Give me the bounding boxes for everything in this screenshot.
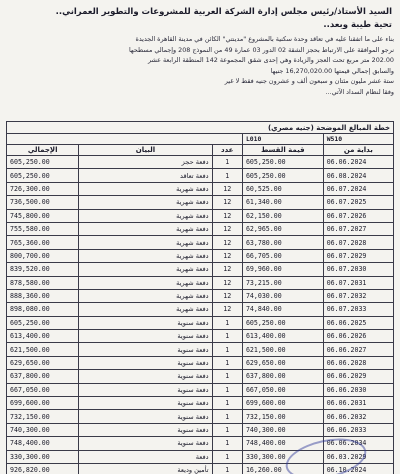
table-row — [7, 263, 394, 276]
cell-count: 1 — [212, 330, 242, 343]
cell-installment: 74,030.00 — [242, 289, 323, 302]
cell-description: دفعة سنوية — [79, 410, 212, 423]
cell-count: 1 — [212, 156, 242, 169]
cell-installment: 69,960.00 — [242, 263, 323, 276]
cell-count: 12 — [212, 303, 242, 316]
table-row — [7, 169, 394, 182]
table-title: خطة المبالغ الموضحة (جنيه مصري) — [7, 122, 394, 134]
table-row — [7, 182, 394, 195]
cell-total: 699,600.00 — [7, 397, 79, 410]
cell-description: دفعة شهرية — [79, 209, 212, 222]
unit-code: L010 — [242, 134, 323, 145]
cell-total: 330,300.00 — [7, 450, 79, 463]
header-start-date: بداية من — [323, 145, 393, 156]
cell-start-date: 06.06.2032 — [323, 410, 393, 423]
cell-description: دفعة شهرية — [79, 196, 212, 209]
cell-installment: 740,300.00 — [242, 423, 323, 436]
addressee-line: السيد الأستاذ/رئيس مجلس إدارة الشركة العربية للمشروعات والتطوير العمراني.. — [55, 7, 392, 17]
table-row — [7, 383, 394, 396]
cell-start-date: 06.07.2032 — [323, 289, 393, 302]
cell-total: 613,400.00 — [7, 330, 79, 343]
unit-codes-spacer — [7, 134, 243, 145]
cell-start-date: 06.06.2025 — [323, 316, 393, 329]
cell-total: 637,800.00 — [7, 370, 79, 383]
cell-description: دفعة سنوية — [79, 343, 212, 356]
cell-start-date: 06.06.2026 — [323, 330, 393, 343]
cell-count: 1 — [212, 316, 242, 329]
cell-total: 726,300.00 — [7, 182, 79, 195]
body-line: نرجو الموافقة على الارتباط بحجز الشقة 02 الدور 03 عمارة 49 من النموذج 208 وإجمالي مسطحها — [128, 45, 394, 54]
cell-count: 1 — [212, 437, 242, 450]
table-row — [7, 156, 394, 169]
cell-total: 765,360.00 — [7, 236, 79, 249]
cell-description: دفعة سنوية — [79, 316, 212, 329]
payment-schedule-table — [6, 121, 394, 474]
cell-start-date: 06.07.2027 — [323, 222, 393, 235]
cell-description: دفعة سنوية — [79, 330, 212, 343]
table-row — [7, 249, 394, 262]
table-row — [7, 397, 394, 410]
cell-start-date: 06.06.2027 — [323, 343, 393, 356]
table-header-row — [7, 145, 394, 156]
cell-start-date: 06.07.2024 — [323, 182, 393, 195]
cell-start-date: 06.06.2034 — [323, 437, 393, 450]
cell-total: 839,520.00 — [7, 263, 79, 276]
table-row — [7, 316, 394, 329]
cell-description: دفعة شهرية — [79, 303, 212, 316]
cell-installment: 699,600.00 — [242, 397, 323, 410]
cell-count: 12 — [212, 276, 242, 289]
cell-start-date: 06.06.2033 — [323, 423, 393, 436]
unit-codes-row — [7, 134, 394, 145]
cell-start-date: 06.06.2031 — [323, 397, 393, 410]
cell-count: 1 — [212, 463, 242, 474]
cell-total: 621,500.00 — [7, 343, 79, 356]
cell-description: دفعة سنوية — [79, 356, 212, 369]
cell-description: دفعة شهرية — [79, 182, 212, 195]
cell-count: 1 — [212, 169, 242, 182]
cell-count: 1 — [212, 397, 242, 410]
table-row — [7, 289, 394, 302]
table-row — [7, 236, 394, 249]
cell-installment: 60,525.00 — [242, 182, 323, 195]
cell-installment: 74,840.00 — [242, 303, 323, 316]
cell-count: 1 — [212, 423, 242, 436]
cell-start-date: 06.06.2029 — [323, 370, 393, 383]
cell-description: دفعة سنوية — [79, 370, 212, 383]
table-row — [7, 196, 394, 209]
cell-count: 12 — [212, 222, 242, 235]
cell-total: 745,800.00 — [7, 209, 79, 222]
header-installment: قيمة القسط — [242, 145, 323, 156]
cell-total: 888,360.00 — [7, 289, 79, 302]
cell-count: 12 — [212, 196, 242, 209]
cell-installment: 605,250.00 — [242, 156, 323, 169]
cell-total: 755,580.00 — [7, 222, 79, 235]
cell-description: دفعة تعاقد — [79, 169, 212, 182]
cell-description: دفعة شهرية — [79, 249, 212, 262]
cell-count: 12 — [212, 263, 242, 276]
table-row — [7, 370, 394, 383]
cell-total: 898,080.00 — [7, 303, 79, 316]
cell-installment: 629,650.00 — [242, 356, 323, 369]
cell-start-date: 06.07.2030 — [323, 263, 393, 276]
cell-count: 12 — [212, 209, 242, 222]
cell-description: تأمين وديعة — [79, 463, 212, 474]
table-row — [7, 330, 394, 343]
header-count: عدد — [212, 145, 242, 156]
cell-installment: 66,705.00 — [242, 249, 323, 262]
cell-count: 1 — [212, 383, 242, 396]
cell-count: 12 — [212, 249, 242, 262]
table-row — [7, 222, 394, 235]
cell-start-date: 06.06.2028 — [323, 356, 393, 369]
table-row — [7, 209, 394, 222]
body-line: بناء على ما اتفقنا عليه في تعاقد وحدة سكنية بالمشروع "مدينتي" الكائن في مدينة القاهرة الجديدة — [135, 35, 394, 43]
cell-installment: 637,800.00 — [242, 370, 323, 383]
cell-count: 1 — [212, 356, 242, 369]
cell-start-date: 06.07.2026 — [323, 209, 393, 222]
cell-description: دفعة شهرية — [79, 276, 212, 289]
cell-description: دفعة شهرية — [79, 222, 212, 235]
cell-count: 12 — [212, 289, 242, 302]
table-row — [7, 276, 394, 289]
cell-start-date: 06.03.2029 — [323, 450, 393, 463]
cell-count: 1 — [212, 343, 242, 356]
table-row — [7, 356, 394, 369]
cell-total: 878,580.00 — [7, 276, 79, 289]
unit-code: W510 — [323, 134, 393, 145]
header-total: الإجمالي — [7, 145, 79, 156]
cell-start-date: 06.06.2024 — [323, 156, 393, 169]
cell-description: دفعة حجز — [79, 156, 212, 169]
cell-description: دفعة — [79, 450, 212, 463]
table-row — [7, 423, 394, 436]
cell-count: 12 — [212, 182, 242, 195]
cell-total: 740,300.00 — [7, 423, 79, 436]
body-line: 202.00 متر مربع تحت العجز والزيادة وهي إحدى شقق المجموعة 142 المنطقة الرابعة عشر — [147, 56, 394, 64]
cell-start-date: 06.07.2025 — [323, 196, 393, 209]
table-row — [7, 343, 394, 356]
cell-total: 736,500.00 — [7, 196, 79, 209]
table-title-row — [7, 122, 394, 134]
body-line: والسابق إجمالي قيمتها 16,270,020.00 جنيها — [270, 66, 394, 75]
cell-installment: 63,780.00 — [242, 236, 323, 249]
cell-start-date: 06.07.2029 — [323, 249, 393, 262]
cell-installment: 667,050.00 — [242, 383, 323, 396]
cell-description: دفعة سنوية — [79, 397, 212, 410]
header-description: البيان — [79, 145, 212, 156]
cell-total: 629,650.00 — [7, 356, 79, 369]
cell-total: 926,820.00 — [7, 463, 79, 474]
cell-total: 732,150.00 — [7, 410, 79, 423]
cell-total: 800,700.00 — [7, 249, 79, 262]
cell-count: 1 — [212, 370, 242, 383]
body-line: ستة عشر مليون مئتان و سبعون ألف و عشرون جنيه فقط لا غير — [224, 77, 394, 85]
letter-body — [6, 34, 394, 97]
cell-installment: 62,150.00 — [242, 209, 323, 222]
cell-installment: 748,400.00 — [242, 437, 323, 450]
cell-description: دفعة سنوية — [79, 383, 212, 396]
cell-description: دفعة شهرية — [79, 263, 212, 276]
cell-start-date: 06.06.2030 — [323, 383, 393, 396]
cell-total: 748,400.00 — [7, 437, 79, 450]
cell-description: دفعة شهرية — [79, 236, 212, 249]
cell-installment: 732,150.00 — [242, 410, 323, 423]
table-row — [7, 410, 394, 423]
cell-total: 667,050.00 — [7, 383, 79, 396]
cell-start-date: 06.07.2028 — [323, 236, 393, 249]
cell-start-date: 06.08.2024 — [323, 169, 393, 182]
cell-installment: 613,400.00 — [242, 330, 323, 343]
cell-count: 1 — [212, 450, 242, 463]
cell-total: 605,250.00 — [7, 169, 79, 182]
body-line: وفقا لنظام السداد الآتي... — [325, 87, 394, 96]
cell-start-date: 06.07.2031 — [323, 276, 393, 289]
cell-installment: 621,500.00 — [242, 343, 323, 356]
cell-installment: 73,215.00 — [242, 276, 323, 289]
cell-installment: 62,965.00 — [242, 222, 323, 235]
cell-installment: 16,260.00 — [242, 463, 323, 474]
cell-installment: 330,300.00 — [242, 450, 323, 463]
cell-description: دفعة شهرية — [79, 289, 212, 302]
cell-total: 605,250.00 — [7, 156, 79, 169]
cell-start-date: 06.07.2033 — [323, 303, 393, 316]
greeting-line: تحية طيبة وبعد.. — [323, 20, 392, 30]
cell-installment: 605,250.00 — [242, 169, 323, 182]
cell-description: دفعة سنوية — [79, 437, 212, 450]
cell-total: 605,250.00 — [7, 316, 79, 329]
cell-description: دفعة سنوية — [79, 423, 212, 436]
cell-count: 12 — [212, 236, 242, 249]
cell-installment: 61,340.00 — [242, 196, 323, 209]
table-row — [7, 303, 394, 316]
cell-count: 1 — [212, 410, 242, 423]
cell-start-date: 06.10.2024 — [323, 463, 393, 474]
cell-installment: 605,250.00 — [242, 316, 323, 329]
